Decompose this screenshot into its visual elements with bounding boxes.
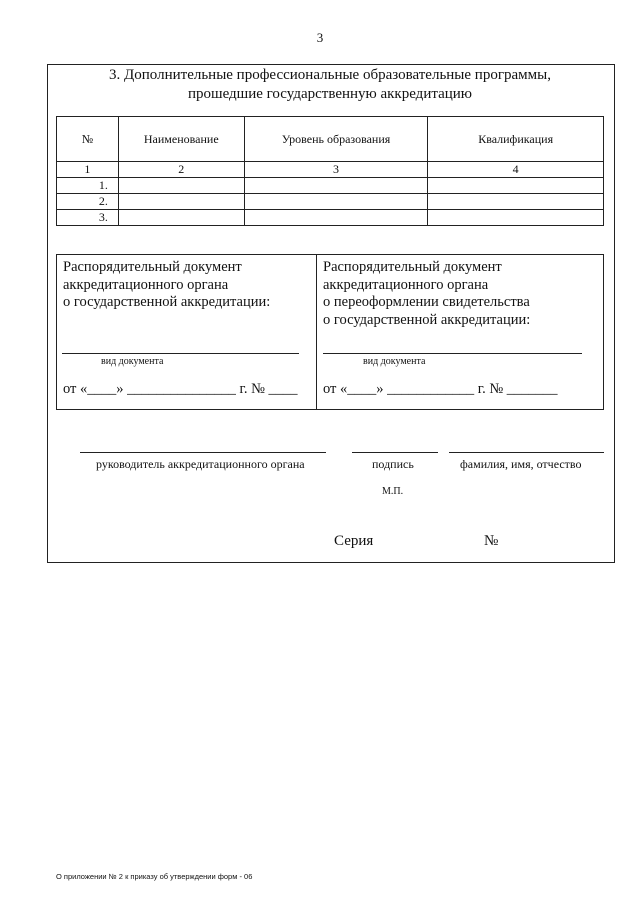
section-title — [60, 66, 600, 104]
header-level: Уровень образования — [244, 117, 428, 162]
left-date-line: от «____» _______________ г. № ____ — [63, 381, 298, 397]
series-label: Серия — [334, 533, 374, 549]
left-doc-line: о государственной аккредитации: — [63, 294, 271, 310]
header-name: Наименование — [118, 117, 244, 162]
table-cell — [428, 178, 604, 194]
index-cell: 1 — [57, 162, 119, 178]
right-doc-type-line — [323, 353, 582, 354]
right-doc-line: о государственной аккредитации: — [323, 311, 531, 328]
section-title-line-2: прошедшие государственную аккредитацию — [188, 86, 472, 102]
head-label: руководитель аккредитационного органа — [96, 457, 305, 471]
full-name-line — [449, 452, 604, 453]
right-doc-line: Распорядительный документ — [323, 259, 502, 275]
table-cell — [428, 210, 604, 226]
right-date-line: от «____» ____________ г. № _______ — [323, 381, 558, 397]
table-cell — [118, 178, 244, 194]
left-doc-type-caption: вид документа — [101, 356, 164, 367]
left-doc-line: аккредитационного органа — [63, 276, 229, 293]
documents-box — [56, 254, 604, 410]
right-doc-line: аккредитационного органа — [323, 276, 489, 293]
row-number: 1. — [57, 178, 119, 194]
table-cell — [244, 194, 428, 210]
header-number: № — [57, 117, 119, 162]
left-doc-type-line — [62, 353, 299, 354]
right-doc-line: о переоформлении свидетельства — [323, 294, 530, 310]
table-row — [57, 178, 604, 194]
table-cell — [118, 210, 244, 226]
right-doc-type-caption: вид документа — [363, 356, 426, 367]
row-number: 2. — [57, 194, 119, 210]
table-index-row — [57, 162, 604, 178]
index-cell: 4 — [428, 162, 604, 178]
header-qualification: Квалификация — [428, 117, 604, 162]
page-number: 3 — [316, 30, 324, 45]
table-row — [57, 194, 604, 210]
section-title-line-1: 3. Дополнительные профессиональные образовательные программы, — [109, 67, 551, 83]
table-cell — [244, 210, 428, 226]
table-row — [57, 210, 604, 226]
number-label: № — [484, 533, 499, 549]
table-cell — [118, 194, 244, 210]
left-document-text — [63, 259, 270, 312]
table-header-row — [57, 117, 604, 162]
table-cell — [428, 194, 604, 210]
index-cell: 3 — [244, 162, 428, 178]
head-signature-line — [80, 452, 326, 453]
programs-table — [56, 116, 604, 226]
signature-line — [352, 452, 438, 453]
right-document-text — [323, 259, 530, 329]
full-name-label: фамилия, имя, отчество — [460, 457, 582, 471]
left-doc-line: Распорядительный документ — [63, 259, 242, 275]
index-cell: 2 — [118, 162, 244, 178]
stamp-label: М.П. — [382, 486, 404, 497]
footer-note: О приложении № 2 к приказу об утверждении форм - 06 — [56, 872, 253, 881]
table-cell — [244, 178, 428, 194]
signature-label: подпись — [372, 457, 414, 471]
row-number: 3. — [57, 210, 119, 226]
documents-divider — [316, 255, 317, 409]
